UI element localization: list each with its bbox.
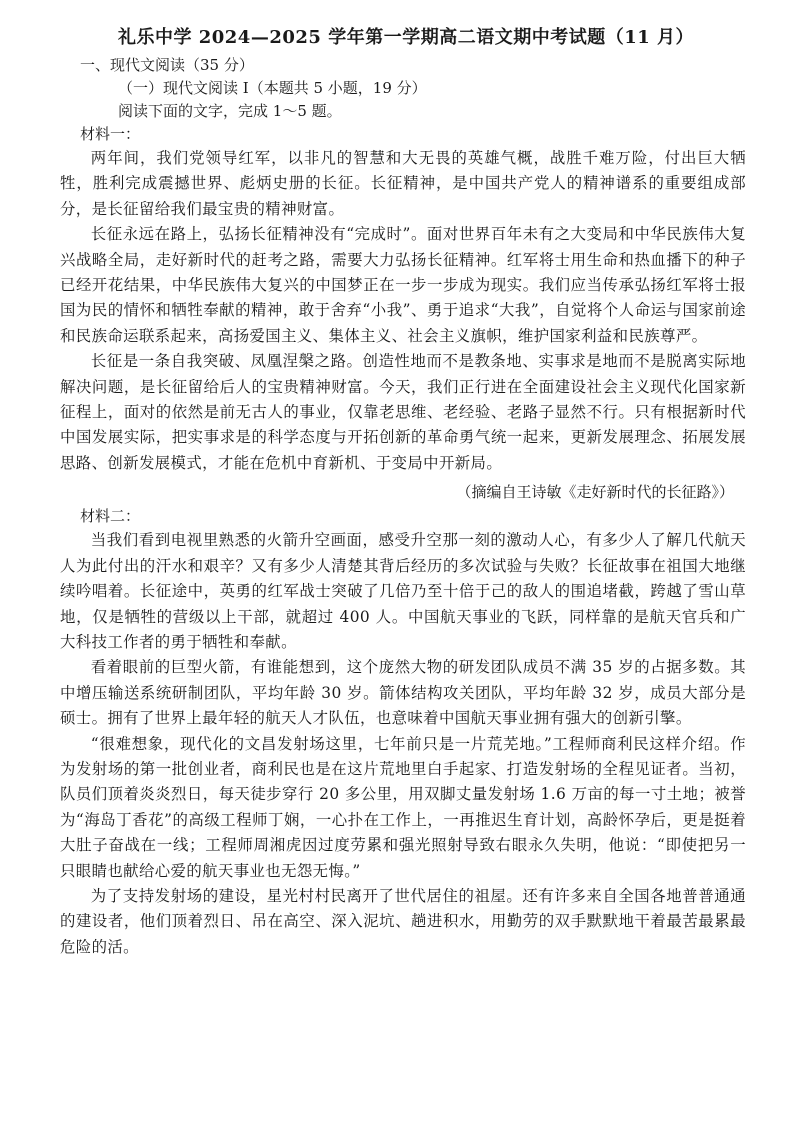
material-one-paragraph: 长征永远在路上，弘扬长征精神没有“完成时”。面对世界百年未有之大变局和中华民族伟大复兴战略全局，走好新时代的赶考之路，需要大力弘扬长征精神。红军将士用生命和热血播下的种子已经开花结果，中华民族伟大复兴的中国梦正在一步一步成为现实。我们应当传承弘扬红军将士报国为民的情怀和牺牲奉献的精神，敢于舍弃“小我”、勇于追求“大我”，自觉将个人命运与国家前途和民族命运联系起来，高扬爱国主义、集体主义、社会主义旗帜，维护国家利益和民族尊严。 — [60, 225, 746, 345]
material-two-label: 材料二： — [80, 507, 141, 526]
material-two-paragraph: 当我们看到电视里熟悉的火箭升空画面，感受升空那一刻的激动人心，有多少人了解几代航天人为此付出的汗水和艰辛？又有多少人清楚其背后经历的多次试验与失败？长征故事在祖国大地继续吟唱着。长征途中，英勇的红军战士突破了几倍乃至十倍于己的敌人的围追堵截，跨越了雪山草地，仅是牺牲的营级以上干部，就超过 400 人。中国航天事业的飞跃，同样靠的是航天官兵和广大科技工作者的勇于牺牲和奉献。 — [60, 531, 746, 651]
material-two-paragraph: “很难想象，现代化的文昌发射场这里，七年前只是一片荒芜地。”工程师商利民这样介绍。作为发射场的第一批创业者，商利民也是在这片荒地里白手起家、打造发射场的全程见证者。当初，队员们顶着炎炎烈日，每天徒步穿行 20 多公里，用双脚丈量发射场 1.6 万亩的每一寸土地；被誉为“海岛丁香花”的高级工程师丁娴，一心扑在工作上，一再推迟生育计划，高龄怀孕后，更是挺着大肚子奋战在一线；工程师周湘虎因过度劳累和强光照射导致右眼永久失明，他说：“即使把另一只眼睛也献给心爱的航天事业也无怨无悔。” — [60, 734, 746, 880]
material-one-paragraph: 两年间，我们党领导红军，以非凡的智慧和大无畏的英雄气概，战胜千难万险，付出巨大牺牲，胜利完成震撼世界、彪炳史册的长征。长征精神，是中国共产党人的精神谱系的重要组成部分，是长征留给我们最宝贵的精神财富。 — [60, 149, 746, 218]
reading-instruction: 阅读下面的文字，完成 1～5 题。 — [118, 102, 342, 120]
material-one-label: 材料一： — [80, 125, 141, 143]
exam-title: 礼乐中学 2024—2025 学年第一学期高二语文期中考试题（11 月） — [117, 27, 695, 48]
material-two-paragraph: 为了支持发射场的建设，星光村村民离开了世代居住的祖屋。还有许多来自全国各地普普通通的建设者，他们顶着烈日、吊在高空、深入泥坑、趟进积水，用勤劳的双手默默地干着最苦最累最危险的活。 — [60, 886, 746, 956]
material-one-paragraph: 长征是一条自我突破、凤凰涅槃之路。创造性地而不是教条地、实事求是地而不是脱离实际地解决问题，是长征留给后人的宝贵精神财富。今天，我们正行进在全面建设社会主义现代化国家新征程上，面对的依然是前无古人的事业，仅靠老思维、老经验、老路子显然不行。只有根据新时代中国发展实际，把实事求是的科学态度与开拓创新的革命勇气统一起来，更新发展理念、拓展发展思路、创新发展模式，才能在危机中育新机、于变局中开新局。 — [60, 352, 746, 472]
material-one-source: （摘编自王诗敏《走好新时代的长征路》） — [456, 483, 734, 502]
subsection-heading: （一）现代文阅读 I（本题共 5 小题，19 分） — [118, 79, 427, 97]
material-two-paragraph: 看着眼前的巨型火箭，有谁能想到，这个庞然大物的研发团队成员不满 35 岁的占据多数。其中增压输送系统研制团队，平均年龄 30 岁。箭体结构攻关团队，平均年龄 32 岁，成员大部分是硕士。拥有了世界上最年轻的航天人才队伍，也意味着中国航天事业拥有强大的创新引擎。 — [60, 658, 746, 728]
section-heading: 一、现代文阅读（35 分） — [80, 56, 254, 74]
